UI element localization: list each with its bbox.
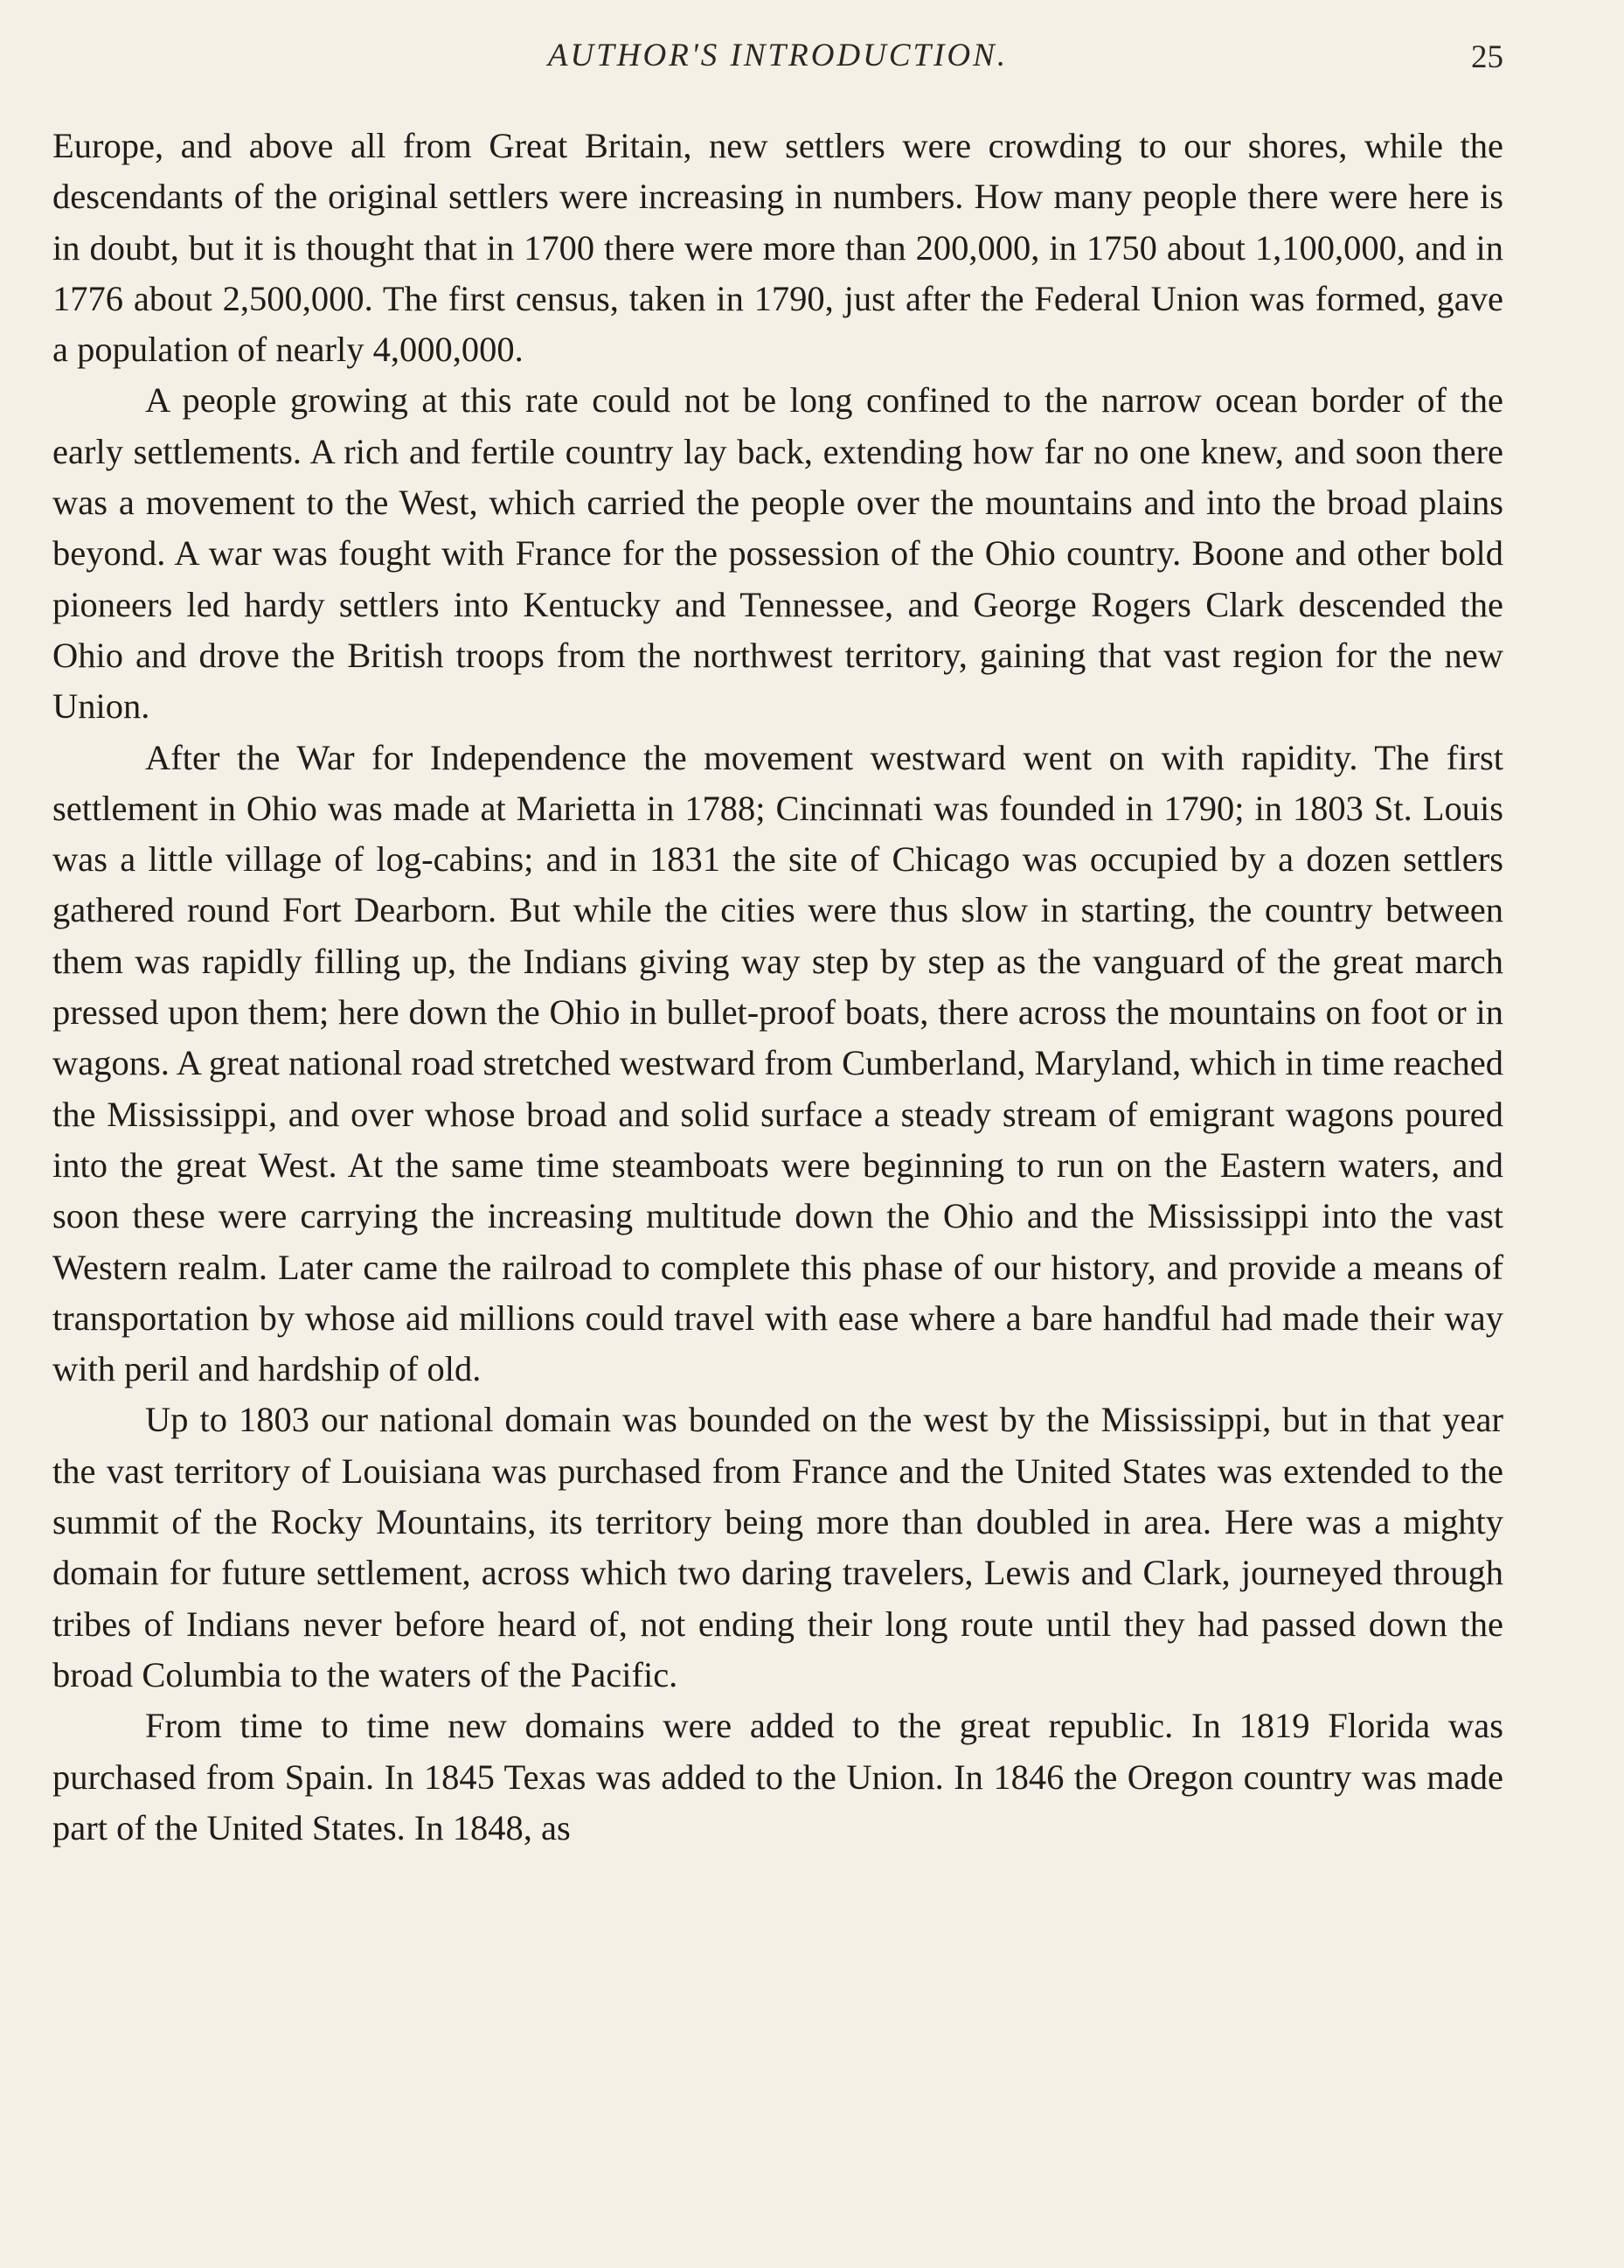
running-head (52, 37, 1503, 89)
body-text (52, 121, 1503, 1854)
paragraph: Up to 1803 our national domain was bounded on the west by the Mississippi, but in that year the vast territory of Louisiana was purchased from France and the United States was extended to the summit of the Rocky Mountains, its territory being more than doubled in area. Here was a mighty domain for future settlement, across which two daring travelers, Lewis and Clark, journeyed through tribes of Indians never before heard of, not ending their long route until they had passed down the broad Columbia to the waters of the Pacific. (52, 1400, 1503, 1694)
paragraph: From time to time new domains were added to the great republic. In 1819 Florida was purchased from Spain. In 1845 Texas was added to the Union. In 1846 the Oregon country was made part of the United States. In 1848, as (52, 1706, 1503, 1847)
paragraph: After the War for Independence the movement westward went on with rapidity. The first settlement in Ohio was made at Marietta in 1788; Cincinnati was founded in 1790; in 1803 St. Louis was a little village of log-cabins; and in 1831 the site of Chicago was occupied by a dozen settlers gathered round Fort Dearborn. But while the cities were thus slow in starting, the country between them was rapidly filling up, the Indians giving way step by step as the vanguard of the great march pressed upon them; here down the Ohio in bullet-proof boats, there across the mountains on foot or in wagons. A great national road stretched westward from Cumberland, Maryland, which in time reached the Mississippi, and over whose broad and solid surface a steady stream of emigrant wagons poured into the great West. At the same time steamboats were beginning to run on the Eastern waters, and soon these were carrying the increasing multitude down the Ohio and the Mississippi into the vast Western realm. Later came the railroad to complete this phase of our history, and provide a means of transportation by whose aid millions could travel with ease where a bare handful had made their way with peril and hardship of old. (52, 737, 1503, 1389)
running-head-title: AUTHOR'S INTRODUCTION. (547, 38, 1009, 73)
paragraph: A people growing at this rate could not be long confined to the narrow ocean border of the early settlements. A rich and fertile country lay back, extending how far no one knew, and soon there was a movement to the West, which carried the people over the mountains and into the broad plains beyond. A war was fought with France for the possession of the Ohio country. Boone and other bold pioneers led hardy settlers into Kentucky and Tennessee, and George Rogers Clark descended the Ohio and drove the British troops from the northwest territory, gaining that vast region for the new Union. (52, 380, 1503, 727)
page-number: 25 (1471, 39, 1503, 75)
paragraph-continued: Europe, and above all from Great Britain, new settlers were crowding to our shores, while the descendants of the original settlers were increasing in numbers. How many people there were here is in doubt, but it is thought that in 1700 there were more than 200,000, in 1750 about 1,100,000, and in 1776 about 2,500,000. The first census, taken in 1790, just after the Federal Union was formed, gave a population of nearly 4,000,000. (52, 126, 1503, 370)
